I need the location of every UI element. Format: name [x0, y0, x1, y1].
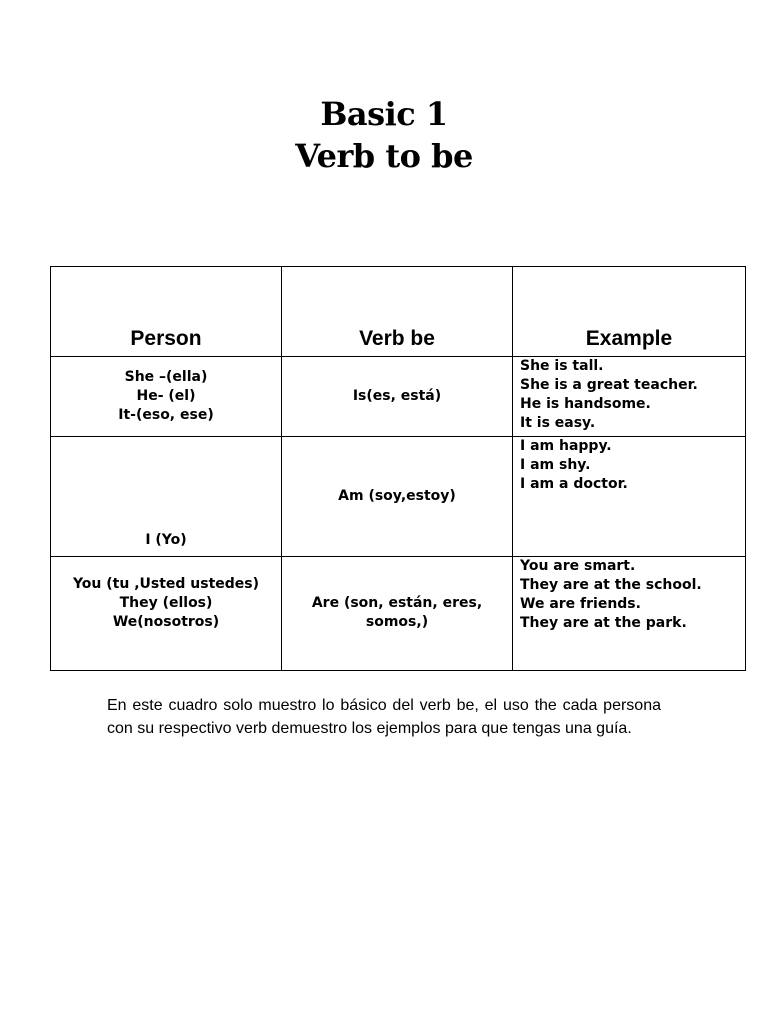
verb-line: somos,)	[365, 614, 429, 630]
example-line: He is handsome.	[520, 396, 651, 412]
example-line: I am happy.	[520, 438, 612, 454]
example-line: I am shy.	[520, 457, 591, 473]
verb-cell	[282, 357, 513, 437]
verb-cell	[282, 437, 513, 557]
example-line: They are at the park.	[520, 615, 687, 631]
verb-cell	[282, 557, 513, 671]
page-subtitle: Verb to be	[295, 137, 473, 175]
header-person: Person	[51, 267, 282, 357]
verb-table	[50, 266, 746, 671]
table-header-row	[51, 267, 746, 357]
header-example: Example	[513, 267, 746, 357]
example-line: It is easy.	[520, 415, 596, 431]
table-row	[51, 357, 746, 437]
table-row	[51, 557, 746, 671]
person-line: We(nosotros)	[112, 614, 220, 630]
person-line: He- (el)	[136, 388, 196, 404]
example-cell	[513, 357, 746, 437]
example-cell	[513, 437, 746, 557]
table-row	[51, 437, 746, 557]
person-line: They (ellos)	[119, 595, 213, 611]
verb-line: Is(es, está)	[352, 388, 442, 404]
person-cell	[51, 357, 282, 437]
page-title: Basic 1	[320, 95, 448, 133]
example-line: We are friends.	[520, 596, 641, 612]
person-cell	[51, 557, 282, 671]
example-line: She is tall.	[520, 358, 604, 374]
verb-line: Are (son, están, eres,	[311, 595, 483, 611]
person-cell	[51, 437, 282, 557]
example-line: They are at the school.	[520, 577, 702, 593]
header-verb-be: Verb be	[282, 267, 513, 357]
verb-line: Am (soy,estoy)	[338, 488, 456, 504]
person-line: She –(ella)	[124, 369, 208, 385]
explanation-paragraph: En este cuadro solo muestro lo básico del verb be, el uso the cada persona con su respectivo verb demuestro los ejemplos para que tengas una guía.	[107, 697, 661, 737]
example-line: You are smart.	[520, 558, 636, 574]
example-cell	[513, 557, 746, 671]
person-line: I (Yo)	[145, 532, 187, 548]
person-line: You (tu ,Usted ustedes)	[72, 576, 260, 592]
example-line: She is a great teacher.	[520, 377, 698, 393]
example-line: I am a doctor.	[520, 476, 628, 492]
person-line: It-(eso, ese)	[118, 407, 214, 423]
